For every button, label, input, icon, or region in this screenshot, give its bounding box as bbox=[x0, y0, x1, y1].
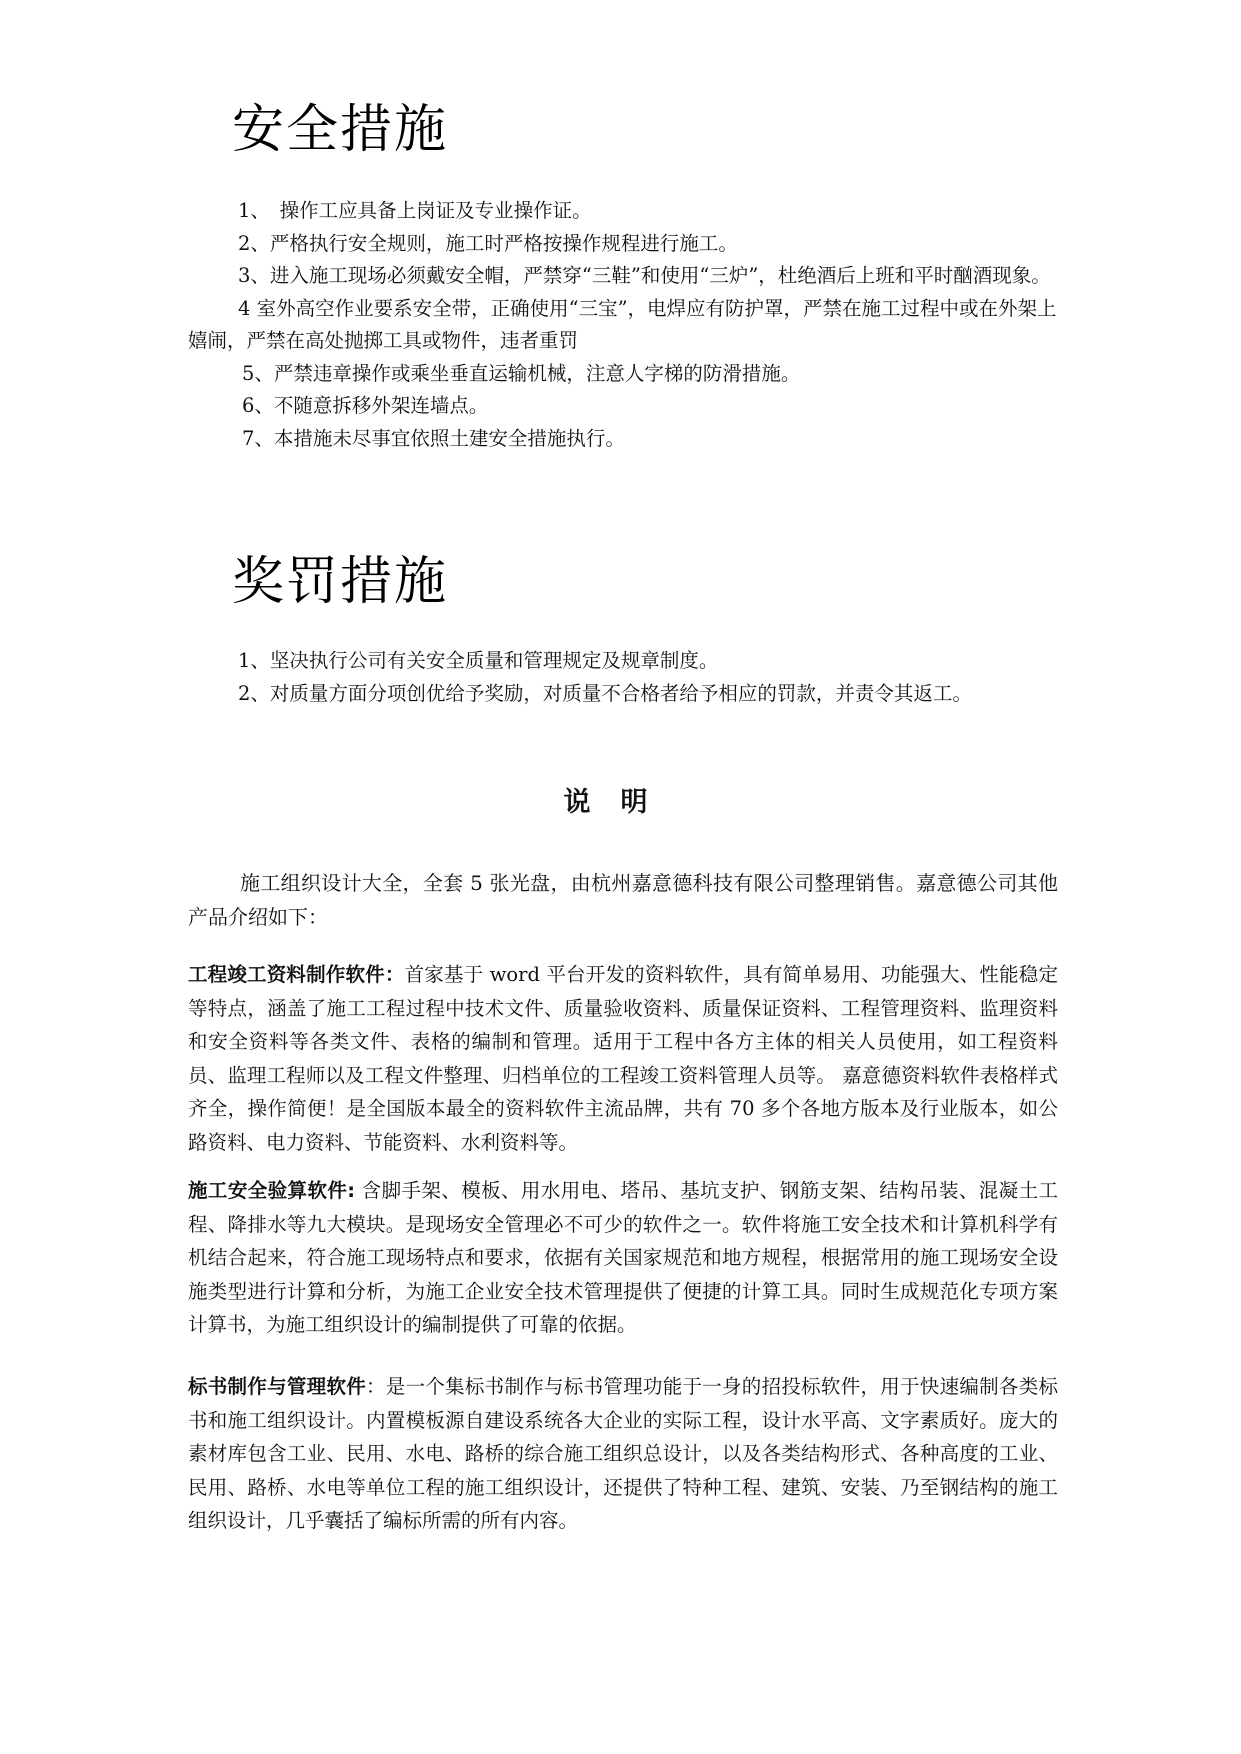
product-label: 施工安全验算软件: bbox=[188, 1179, 356, 1202]
safety-heading: 安全措施 bbox=[232, 100, 449, 160]
product-paragraph bbox=[188, 1174, 1058, 1342]
product-paragraph bbox=[188, 1370, 1058, 1538]
list-item: 7、本措施未尽事宜依照土建安全措施执行。 bbox=[242, 426, 625, 450]
list-item: 6、不随意拆移外架连墙点。 bbox=[242, 394, 489, 417]
list-item: 5、严禁违章操作或乘坐垂直运输机械，注意人字梯的防滑措施。 bbox=[242, 361, 801, 385]
reward-heading: 奖罚措施 bbox=[232, 552, 449, 612]
product-label: 工程竣工资料制作软件： bbox=[188, 963, 405, 986]
notes-intro: 施工组织设计大全，全套 5 张光盘，由杭州嘉意德科技有限公司整理销售。嘉意德公司其他产品介绍如下： bbox=[188, 871, 1058, 929]
list-item: 1、 操作工应具备上岗证及专业操作证。 bbox=[238, 199, 592, 222]
product-text: 含脚手架、模板、用水用电、塔吊、基坑支护、钢筋支架、结构吊装、混凝土工程、降排水等九大模块。是现场安全管理必不可少的软件之一。软件将施工安全技术和计算机科学有机结合起来，符合施工现场特点和要求，依据有关国家规范和地方规程，根据常用的施工现场安全设施类型进行计算和分析，为施工企业安全技术管理提供了便捷的计算工具。同时生成规范化专项方案计算书，为施工组织设计的编制提供了可靠的依据。 bbox=[188, 1179, 1058, 1336]
product-text: 首家基于 word 平台开发的资料软件，具有简单易用、功能强大、性能稳定等特点，涵盖了施工工程过程中技术文件、质量验收资料、质量保证资料、工程管理资料、监理资料和安全资料等各类文件、表格的编制和管理。适用于工程中各方主体的相关人员使用，如工程资料员、监理工程师以及工程文件整理、归档单位的工程竣工资料管理人员等。 嘉意德资料软件表格样式齐全，操作简便！是全国版本最全的资料软件主流品牌，共有 70 多个各地方版本及行业版本，如公路资料、电力资料、节能资料、水利资料等。 bbox=[188, 963, 1058, 1154]
list-item: 2、对质量方面分项创优给予奖励，对质量不合格者给予相应的罚款，并责令其返工。 bbox=[238, 681, 972, 705]
list-item: 1、坚决执行公司有关安全质量和管理规定及规章制度。 bbox=[238, 649, 719, 672]
notes-title: 说明 bbox=[563, 787, 678, 818]
reward-list bbox=[188, 645, 1058, 710]
product-label: 标书制作与管理软件 bbox=[188, 1375, 367, 1398]
list-item: 4 室外高空作业要系安全带，正确使用“三宝”，电焊应有防护罩，严禁在施工过程中或在外架上嬉闹，严禁在高处抛掷工具或物件，违者重罚 bbox=[188, 296, 1057, 352]
list-item: 3、进入施工现场必须戴安全帽，严禁穿“三鞋”和使用“三炉”，杜绝酒后上班和平时酗酒现象。 bbox=[238, 264, 1051, 287]
product-paragraph bbox=[188, 958, 1058, 1159]
list-item: 2、严格执行安全规则，施工时严格按操作规程进行施工。 bbox=[238, 231, 738, 255]
safety-list bbox=[188, 195, 1058, 455]
product-text: ：是一个集标书制作与标书管理功能于一身的招投标软件，用于快速编制各类标书和施工组织设计。内置模板源自建设系统各大企业的实际工程，设计水平高、文字素质好。庞大的素材库包含工业、民用、水电、路桥的综合施工组织总设计，以及各类结构形式、各种高度的工业、民用、路桥、水电等单位工程的施工组织设计，还提供了特种工程、建筑、安装、乃至钢结构的施工组织设计，几乎囊括了编标所需的所有内容。 bbox=[188, 1375, 1058, 1532]
